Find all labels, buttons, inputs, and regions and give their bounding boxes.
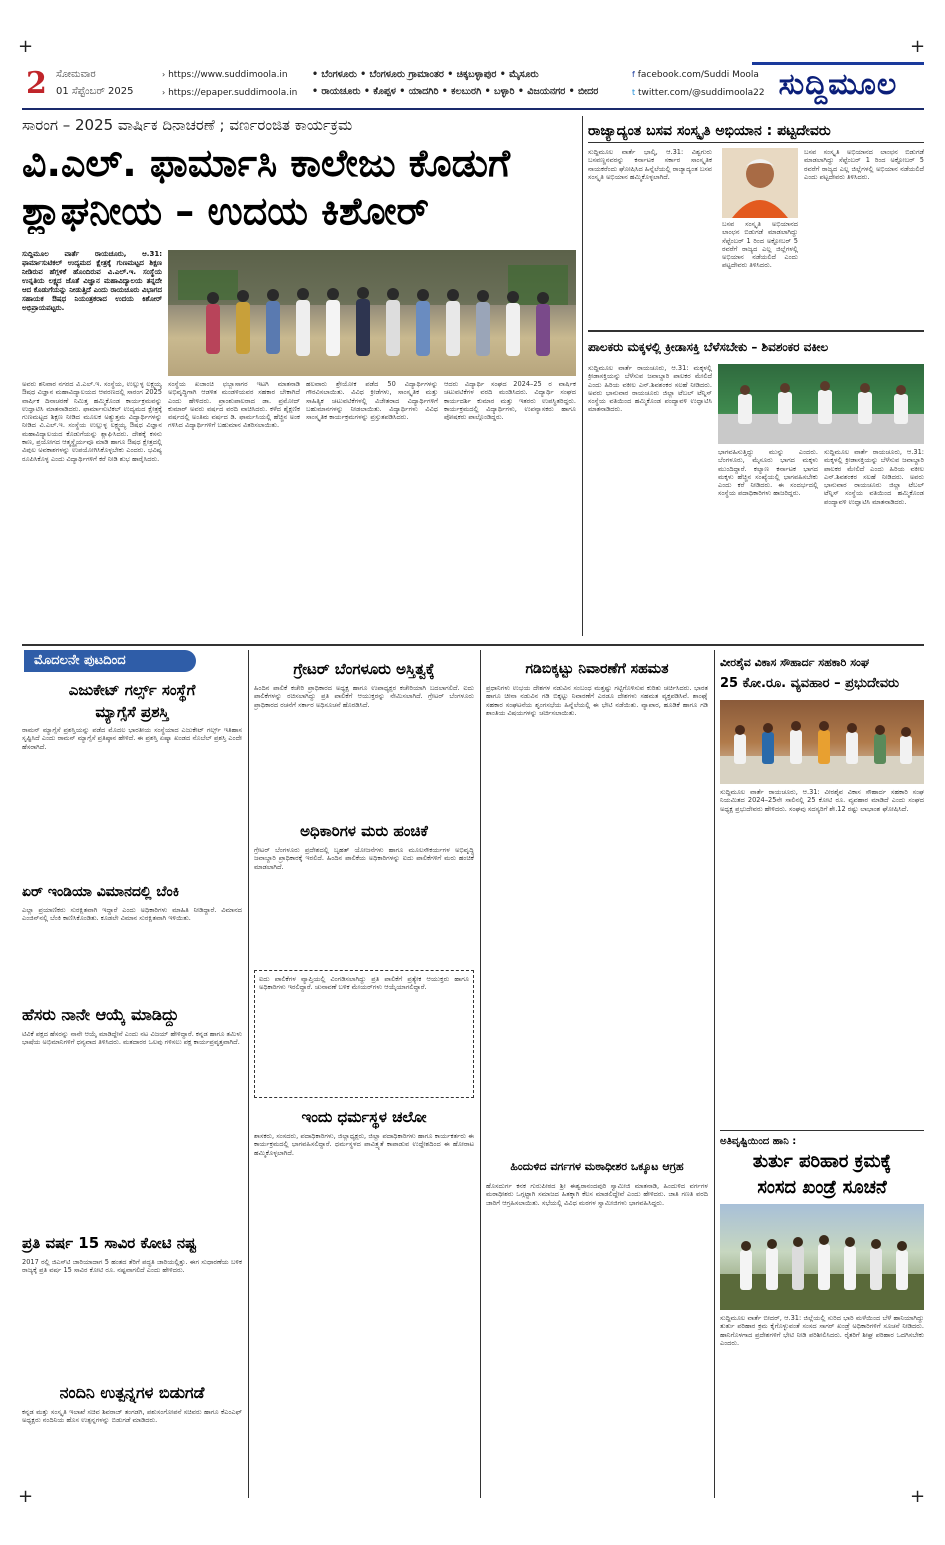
column-divider bbox=[480, 650, 481, 1498]
col4-headline-2-pre: ಅತಿವೃಷ್ಟಿಯಿಂದ ಹಾನಿ : bbox=[720, 1136, 797, 1147]
lead-headline-1: ವಿ.ಎಲ್. ಫಾರ್ಮಾಸಿ ಕಾಲೇಜು ಕೊಡುಗೆ bbox=[22, 141, 511, 185]
right-mid-body-2: ಭಾಗವಹಿಸುತ್ತಿದ್ದು ಮುನ್ನು ಎಂದರು. ಬೆಂಗಳೂರು, ಮೈಸೂರು ಭಾಗದ ಮಕ್ಕಳು ಮುಂದಿದ್ದಾರೆ. ಕಲ್ಯಾಣ ಕರ್ನಾಟಕ ಭಾಗದ ಮಕ್ಕಳು ಹೆಚ್ಚಿನ ಸಂಖ್ಯೆಯಲ್ಲಿ ಭಾಗವಹಿಸಬೇಕು ಎಂದು ಕರೆ ನೀಡಿದರು. ಈ ಸಂದರ್ಭದಲ್ಲಿ ಸಂಸ್ಥೆಯ ಪದಾಧಿಕಾರಿಗಳು ಹಾಜರಿದ್ದರು. bbox=[718, 448, 818, 498]
facebook-icon: f bbox=[632, 70, 635, 79]
col2-headline-1: ಗ್ರೇಟರ್ ಬೆಂಗಳೂರು ಅಸ್ತಿತ್ವಕ್ಕೆ bbox=[293, 660, 435, 678]
col1-headline-3: ಹೆಸರು ನಾನೇ ಆಯ್ಕೆ ಮಾಡಿದ್ದು bbox=[22, 1005, 179, 1024]
right-top-body-3: ಬಸವ ಸಂಸ್ಕೃತಿ ಅಭಿಯಾನದ ಲಾಂಛನ ಬಿಡುಗಡೆ ಮಾಡಲಾಗಿದ್ದು ಸೆಪ್ಟೆಂಬರ್ 1 ರಿಂದ ಅಕ್ಟೋಬರ್ 5 ರವರೆಗೆ ರಾಜ್ಯದ ಎಲ್ಲ ಜಿಲ್ಲೆಗಳಲ್ಲಿ ಅಭಿಯಾನ ನಡೆಯಲಿದೆ ಎಂದು ಪಟ್ಟದೇವರು ತಿಳಿಸಿದರು. bbox=[804, 148, 924, 181]
lead-body-col-4: ಆದರು ವಿದ್ಯಾರ್ಥಿ ಸಂಘದ 2024–25 ರ ವಾರ್ಷಿಕ ಚಟುವಟಿಕೆಗಳ ವರದಿ ಮಂಡಿಸಿದರು. ವಿದ್ಯಾರ್ಥಿ ಸಂಘದ ಕಾರ್ಯದರ್ಶಿ ಕುಮಾರ ಮತ್ತು ಇತರರು ಉಪಸ್ಥಿತರಿದ್ದರು. ಕಾರ್ಯಕ್ರಮದಲ್ಲಿ ವಿದ್ಯಾರ್ಥಿಗಳು, ಉಪನ್ಯಾಸಕರು ಹಾಗೂ ಪೋಷಕರು ಪಾಲ್ಗೊಂಡಿದ್ದರು. bbox=[444, 380, 576, 422]
masthead-logo: ಸುದ್ದಿಮೂಲ bbox=[752, 62, 924, 106]
right-mid-headline: ಪಾಲಕರು ಮಕ್ಕಳಲ್ಲಿ ಕ್ರೀಡಾಸಕ್ತಿ ಬೆಳೆಸಬೇಕು – ಶಿವಶಂಕರ ವಕೀಲ bbox=[588, 340, 829, 354]
col2-boxed-note: ಐದು ಪಾಲಿಕೆಗಳ ವ್ಯಾಪ್ತಿಯಲ್ಲಿ ವಿಂಗಡಿಸಲಾಗಿದ್ದು ಪ್ರತಿ ಪಾಲಿಕೆಗೆ ಪ್ರತ್ಯೇಕ ಆಯುಕ್ತರು ಹಾಗೂ ಅಧಿಕಾರಿಗಳು ಇರಲಿದ್ದಾರೆ. ಚುನಾವಣೆ ಬಳಿಕ ಮೇಯರ್‌ಗಳು ಆಯ್ಕೆಯಾಗಲಿದ್ದಾರೆ. bbox=[254, 970, 474, 1098]
right-top-body-1: ಸುದ್ದಿಮೂಲ ವಾರ್ತೆ ಭಾಲ್ಕಿ, ಆ.31: ವಿಶ್ವಗುರು ಬಸವಣ್ಣನವರನ್ನು ಕರ್ನಾಟಕ ಸರ್ಕಾರ ಸಾಂಸ್ಕೃತಿಕ ನಾಯಕರೆಂದು ಘೋಷಿಸಿದ ಹಿನ್ನೆಲೆಯಲ್ಲಿ ರಾಜ್ಯಾದ್ಯಂತ ಬಸವ ಸಂಸ್ಕೃತಿ ಅಭಿಯಾನ ಹಮ್ಮಿಕೊಳ್ಳಲಾಗಿದೆ. bbox=[588, 148, 712, 181]
lead-photo bbox=[168, 250, 576, 376]
col4-headline-1: ವೀರಶೈವ ವಿಕಾಸ ಸೌಹಾರ್ದ ಸಹಕಾರಿ ಸಂಘ bbox=[720, 656, 870, 669]
group-photo-illustration bbox=[168, 250, 576, 376]
section-divider bbox=[22, 644, 924, 646]
col2-body-3: ಶಾಸಕರು, ಸಂಸದರು, ಪದಾಧಿಕಾರಿಗಳು, ಜಿಲ್ಲಾಧ್ಯಕ್ಷರು, ಜಿಲ್ಲಾ ಪದಾಧಿಕಾರಿಗಳು ಹಾಗೂ ಕಾರ್ಯಕರ್ತರು ಈ ಕಾರ್ಯಕ್ರಮದಲ್ಲಿ ಭಾಗವಹಿಸಲಿದ್ದಾರೆ. ಧರ್ಮಸ್ಥಳದ ಪಾವಿತ್ರ್ಯತೆ ಕಾಪಾಡುವ ಉದ್ದೇಶದಿಂದ ಈ ಹೋರಾಟ ಹಮ್ಮಿಕೊಳ್ಳಲಾಗಿದೆ. bbox=[254, 1132, 474, 1157]
site-url[interactable]: https://www.suddimoola.in bbox=[168, 70, 288, 80]
flood-inspection-photo bbox=[720, 1204, 924, 1310]
lead-body-col-1: ಅವರು ಶನಿವಾರ ನಗರದ ವಿ.ಎಲ್.ಇ. ಸಂಸ್ಥೆಯ, ಉಲ್ಲುಳ್ಳ ಲಕ್ಷ್ಮಯ್ಯ ಔಷಧ ವಿಜ್ಞಾನ ಮಹಾವಿದ್ಯಾಲಯದ ಆವರಣದಲ್ಲಿ ಸಾರಂಗ 2025 ವಾರ್ಷಿಕ ದಿನಾಚರಣೆ ನಿಮಿತ್ತ ಹಮ್ಮಿಕೊಂಡ ಕಾರ್ಯಕ್ರಮವನ್ನು ಉದ್ಘಾಟಿಸಿ ಮಾತನಾಡಿದರು. ಫಾರ್ಮಾಸುಟಿಕಲ್ ಉದ್ಯಮದ ಕ್ಷೇತ್ರಕ್ಕೆ ಗುಣಮಟ್ಟದ ಶಿಕ್ಷಣ ನೀಡಿದ ಮೂಲಕ ಅತ್ಯುತ್ತಮ ವಿದ್ಯಾರ್ಥಿಗಳನ್ನು ನೀಡಿದ ವಿ.ಎಲ್.ಇ. ಸಂಸ್ಥೆಯ ಉಲ್ಲುಳ್ಳ ಲಕ್ಷ್ಮಯ್ಯ ಔಷಧ ವಿಜ್ಞಾನ ಮಹಾವಿದ್ಯಾಲಯದ ಕೊಡುಗೆಯನ್ನು ಶ್ಲಾಘಿಸಿದರು. ದೇಶಕ್ಕೆ ಕಸನು ಕಾಣ, ಪ್ರಯೋಗದ ಆತ್ಮಸ್ಥೈರ್ಯವೂ ಮಾಡಿ ಹಾಗೂ ಔಷಧ ಕ್ಷೇತ್ರದಲ್ಲಿ ವಿಪುಲ ಅವಕಾಶಗಳನ್ನು ಉಪಯೋಗಿಸಿಕೊಳ್ಳಬೇಕು ಎಂದರು. ಭವಿಷ್ಯ ರೂಪಿಸಿಕೊಳ್ಳ ಎಂದು ವಿದ್ಯಾರ್ಥಿಗಳಿಗೆ ಕರೆ ನೀಡಿ ಶುಭ ಹಾರೈಸಿದರು. bbox=[22, 380, 162, 463]
event-stage-illustration bbox=[718, 364, 924, 444]
twitter-icon: t bbox=[632, 88, 636, 97]
col4-body-2: ಸುದ್ದಿಮೂಲ ವಾರ್ತೆ ಬೀದರ್, ಆ.31: ಜಿಲ್ಲೆಯಲ್ಲಿ ಸುರಿದ ಭಾರಿ ಮಳೆಯಿಂದ ಬೆಳೆ ಹಾನಿಯಾಗಿದ್ದು ತುರ್ತು ಪರಿಹಾರ ಕ್ರಮ ಕೈಗೊಳ್ಳುವಂತೆ ಸಂಸದ ಸಾಗರ್ ಖಂಡ್ರೆ ಅಧಿಕಾರಿಗಳಿಗೆ ಸೂಚನೆ ನೀಡಿದರು. ಹಾನಿಗೊಳಗಾದ ಪ್ರದೇಶಗಳಿಗೆ ಭೇಟಿ ನೀಡಿ ಪರಿಶೀಲಿಸಿದರು. ರೈತರಿಗೆ ಶೀಘ್ರ ಪರಿಹಾರ ಒದಗಿಸಬೇಕು ಎಂದರು. bbox=[720, 1314, 924, 1347]
lead-kicker: ಸಾರಂಗ – 2025 ವಾರ್ಷಿಕ ದಿನಾಚರಣೆ ; ವರ್ಣರಂಜಿತ ಕಾರ್ಯಕ್ರಮ bbox=[22, 116, 353, 134]
section-divider bbox=[588, 330, 924, 332]
col4-headline-1b: 25 ಕೋ.ರೂ. ವ್ಯವಹಾರ – ಪ್ರಭುದೇವರು bbox=[720, 676, 900, 691]
registration-mark: + bbox=[910, 36, 926, 57]
col2-body-2: ಗ್ರೇಟರ್ ಬೆಂಗಳೂರು ಪ್ರದೇಶದಲ್ಲಿ ಬೃಹತ್ ಯೋಜನೆಗಳು ಹಾಗೂ ಮೂಲಸೌಕರ್ಯಗಳ ಅಭಿವೃದ್ಧಿ ಜವಾಬ್ದಾರಿ ಪ್ರಾಧಿಕಾರಕ್ಕೆ ಇರಲಿದೆ. ಹಿಂದಿನ ಪಾಲಿಕೆಯ ಅಧಿಕಾರಿಗಳನ್ನು ಐದು ಪಾಲಿಕೆಗಳಿಗೆ ಮರು ಹಂಚಿಕೆ ಮಾಡಲಾಗಿದೆ. bbox=[254, 846, 474, 871]
lead-body-col-2: ಸಂಸ್ಥೆಯ ಖಜಾಂಚಿ ಛಬ್ಬಾಸಾಗರ ಇಟಗಿ ಮಾತನಾಡಿ ಅಭಿವೃದ್ಧಿಗಾಗಿ ಆಡಳಿತ ಮಂಡಳಿಯವರ ಸಹಕಾರ ಬೇಕಾಗಿದೆ ಎಂದು ಹೇಳಿದರು. ಪ್ರಾಂಶುಪಾಲರಾದ ಡಾ. ಪ್ರಮೋದ್ ಕುಮಾರ್ ಅವರು ವರ್ಷದ ವರದಿ ವಾಚಿಸಿದರು. ಕಳೆದ ಶೈಕ್ಷಣಿಕ ವರ್ಷದಲ್ಲಿ ಅಂತಿಮ ವರ್ಷದ ಡಿ. ಫಾರ್ಮಸಿಯಲ್ಲಿ ಹೆಚ್ಚಿನ ಅಂಕ ಗಳಿಸಿದ ವಿದ್ಯಾರ್ಥಿಗಳಿಗೆ ಬಹುಮಾನ ವಿತರಿಸಲಾಯಿತು. bbox=[168, 380, 300, 430]
site-links bbox=[162, 66, 297, 102]
issue-day: ಸೋಮವಾರ bbox=[56, 69, 96, 80]
swamiji-portrait bbox=[722, 148, 798, 218]
col1-headline-5: ನಂದಿನಿ ಉತ್ಪನ್ನಗಳ ಬಿಡುಗಡೆ bbox=[59, 1383, 205, 1402]
page-number: 2 bbox=[26, 66, 47, 101]
section-band-front-page-continued: ಮೊದಲನೇ ಪುಟದಿಂದ bbox=[24, 650, 196, 672]
right-top-headline: ರಾಜ್ಯಾದ್ಯಂತ ಬಸವ ಸಂಸ್ಕೃತಿ ಅಭಿಯಾನ : ಪಟ್ಟದೇವರು bbox=[588, 123, 831, 139]
lead-headline-2: ಶ್ಲಾಘನೀಯ – ಉದಯ ಕಿಶೋರ್ bbox=[22, 189, 429, 233]
column-divider bbox=[582, 116, 583, 636]
twitter-link[interactable]: twitter.com/@suddimoola22 bbox=[638, 88, 765, 98]
column-divider bbox=[248, 650, 249, 1498]
col4-headline-2: ತುರ್ತು ಪರಿಹಾರ ಕ್ರಮಕ್ಕೆ bbox=[752, 1151, 892, 1172]
col1-headline-1b: ಮ್ಯಾಗ್ಸೆಸೆ ಪ್ರಶಸ್ತಿ bbox=[95, 703, 169, 721]
col1-body-2: ಎಲ್ಲಾ ಪ್ರಯಾಣಿಕರು ಸುರಕ್ಷಿತವಾಗಿ ಇದ್ದಾರೆ ಎಂದು ಅಧಿಕಾರಿಗಳು ಮಾಹಿತಿ ನೀಡಿದ್ದಾರೆ. ವಿಮಾನದ ಎಂಜಿನ್‌ನಲ್ಲಿ ಬೆಂಕಿ ಕಾಣಿಸಿಕೊಂಡಿತು. ಕೂಡಲೇ ವಿಮಾನ ಸುರಕ್ಷಿತವಾಗಿ ಇಳಿಯಿತು. bbox=[22, 906, 242, 923]
right-top-body-2: ಬಸವ ಸಂಸ್ಕೃತಿ ಅಭಿಯಾನದ ಲಾಂಛನ ಬಿಡುಗಡೆ ಮಾಡಲಾಗಿದ್ದು ಸೆಪ್ಟೆಂಬರ್ 1 ರಿಂದ ಅಕ್ಟೋಬರ್ 5 ರವರೆಗೆ ರಾಜ್ಯದ ಎಲ್ಲ ಜಿಲ್ಲೆಗಳಲ್ಲಿ ಅಭಿಯಾನ ನಡೆಯಲಿದೆ ಎಂದು ಪಟ್ಟದೇವರು ತಿಳಿಸಿದರು. bbox=[722, 220, 798, 270]
col3-headline-2: ಹಿಂದುಳಿದ ವರ್ಗಗಳ ಮಠಾಧೀಶರ ಒಕ್ಕೂಟ ಆಗ್ರಹ bbox=[510, 1160, 684, 1173]
col3-headline-1: ಗಡಿಬಿಕ್ಕಟ್ಟು ನಿವಾರಣೆಗೆ ಸಹಮತ bbox=[525, 661, 669, 677]
col1-body-4: 2017 ರಲ್ಲಿ ಜಿಎಸ್‌ಟಿ ಜಾರಿಯಾದಾಗ 5 ಹಂತದ ತೆರಿಗೆ ಪದ್ಧತಿ ಜಾರಿಯಲ್ಲಿತ್ತು. ಈಗ ಸುಧಾರಣೆಯ ಬಳಿಕ ರಾಜ್ಯಕ್ಕೆ ಪ್ರತಿ ವರ್ಷ 15 ಸಾವಿರ ಕೋಟಿ ರೂ. ನಷ್ಟವಾಗಲಿದೆ ಎಂದು ಹೇಳಿದರು. bbox=[22, 1258, 242, 1275]
col4-headline-2b: ಸಂಸದ ಖಂಡ್ರೆ ಸೂಚನೆ bbox=[757, 1177, 887, 1198]
headline-rule bbox=[588, 142, 924, 143]
col3-body-2: ಹೊಸದುರ್ಗ ಕನಕ ಗುರುಪೀಠದ ಶ್ರೀ ಈಶ್ವರಾನಂದಪುರಿ ಸ್ವಾಮೀಜಿ ಮಾತನಾಡಿ, ಹಿಂದುಳಿದ ವರ್ಗಗಳ ಮಠಾಧೀಶರು ಒಗ್ಗಟ್ಟಾಗಿ ಸಮಾಜದ ಹಿತಕ್ಕಾಗಿ ಕೆಲಸ ಮಾಡಲಿದ್ದೇವೆ ಎಂದು ಹೇಳಿದರು. ಜಾತಿ ಗಣತಿ ವರದಿ ಜಾರಿಗೆ ಆಗ್ರಹಿಸಲಾಯಿತು. ಸಭೆಯಲ್ಲಿ ವಿವಿಧ ಮಠಗಳ ಸ್ವಾಮೀಜಿಗಳು ಭಾಗವಹಿಸಿದ್ದರು. bbox=[486, 1182, 708, 1207]
col1-headline-2: ಏರ್ ಇಂಡಿಯಾ ವಿಮಾನದಲ್ಲಿ ಬೆಂಕಿ bbox=[22, 884, 180, 900]
lead-intro: ಸುದ್ದಿಮೂಲ ವಾರ್ತೆ ರಾಯಚೂರು, ಆ.31: ಫಾರ್ಮಾಸುಟಿಕಲ್ ಉದ್ಯಮದ ಕ್ಷೇತ್ರಕ್ಕೆ ಗುಣಮಟ್ಟದ ಶಿಕ್ಷಣ ನೀಡಿರುವ ಹೆಗ್ಗಳಿಕೆ ಹೊಂದಿರುವ ವಿ.ಎಲ್.ಇ. ಸಂಸ್ಥೆಯ ಉನ್ನತಿಯ ಲಕ್ಷ್ಯದ ಜೊತೆ ವಿಜ್ಞಾನ ಮಹಾವಿದ್ಯಾಲಯ ತನ್ನದೇ ಆದ ಕೊಡುಗೆಯನ್ನು ನೀಡುತ್ತಿದೆ ಎಂದು ರಾಯಚೂರು ವಿಭಾಗದ ಸಹಾಯಕ ಔಷಧ ನಿಯಂತ್ರಕರಾದ ಉದಯ ಕಿಶೋರ್ ಅಭಿಪ್ರಾಯಪಟ್ಟರು. bbox=[22, 250, 162, 312]
col2-body-1: ಹಿಂದಿನ ಪಾಲಿಕೆ ಕಚೇರಿ ಪ್ರಾಧಿಕಾರದ ಅಧ್ಯಕ್ಷ ಹಾಗೂ ಉಪಾಧ್ಯಕ್ಷರ ಕಚೇರಿಯಾಗಿ ಬದಲಾಗಲಿದೆ. ಐದು ಪಾಲಿಕೆಗಳನ್ನು ರಚಿಸಲಾಗಿದ್ದು ಪ್ರತಿ ಪಾಲಿಕೆಗೆ ಆಯುಕ್ತರನ್ನು ನೇಮಿಸಲಾಗಿದೆ. ಗ್ರೇಟರ್ ಬೆಂಗಳೂರು ಪ್ರಾಧಿಕಾರದ ರಚನೆಗೆ ಸರ್ಕಾರ ಅಧಿಸೂಚನೆ ಹೊರಡಿಸಿದೆ. bbox=[254, 684, 474, 709]
lead-body-col-3: ಹಲವಾರು ಶ್ರೇಯೋಕ ಪಡೆದ 50 ವಿದ್ಯಾರ್ಥಿಗಳನ್ನು ಗೌರವಿಸಲಾಯಿತು. ವಿವಿಧ ಕ್ರೀಡೆಗಳು, ಸಾಂಸ್ಕೃತಿಕ ಮತ್ತು ಸಾಹಿತ್ಯಿಕ ಚಟುವಟಿಕೆಗಳಲ್ಲಿ ವಿಜೇತರಾದ ವಿದ್ಯಾರ್ಥಿಗಳಿಗೆ ಬಹುಮಾನಗಳನ್ನು ನೀಡಲಾಯಿತು. ವಿದ್ಯಾರ್ಥಿಗಳು ವಿವಿಧ ಸಾಂಸ್ಕೃತಿಕ ಕಾರ್ಯಕ್ರಮಗಳನ್ನು ಪ್ರಸ್ತುತಪಡಿಸಿದರು. bbox=[306, 380, 438, 422]
chevron-right-icon: › bbox=[162, 88, 166, 97]
cities-row-2: • ರಾಯಚೂರು • ಕೊಪ್ಪಳ • ಯಾದಗಿರಿ • ಕಲಬುರಗಿ • ಬಳ್ಳಾರಿ • ವಿಜಯನಗರ • ಬೀದರ bbox=[312, 86, 599, 97]
col1-body-1: ರಾಮನ್ ಮ್ಯಾಗ್ಸೆಸೆ ಪ್ರಶಸ್ತಿಯನ್ನು ಪಡೆದ ಮೊದಲ ಭಾರತೀಯ ಸಂಸ್ಥೆಯಾದ ಎಜುಕೇಟ್ ಗರ್ಲ್ಸ್ ಇತಿಹಾಸ ಸೃಷ್ಟಿಸಿದೆ ಎಂದು ರಾಮನ್ ಮ್ಯಾಗ್ಸೆಸೆ ಪ್ರತಿಷ್ಠಾನ ಹೇಳಿದೆ. ಈ ಪ್ರಶಸ್ತಿ ಏಷ್ಯಾ ಖಂಡದ ನೊಬೆಲ್ ಪ್ರಶಸ್ತಿ ಎಂದೇ ಹೆಸರಾಗಿದೆ. bbox=[22, 726, 242, 751]
cities-row-1: • ಬೆಂಗಳೂರು • ಬೆಂಗಳೂರು ಗ್ರಾಮಾಂತರ • ಚಿಕ್ಕಬಳ್ಳಾಪುರ • ಮೈಸೂರು bbox=[312, 69, 539, 80]
social-links bbox=[632, 66, 765, 102]
col2-headline-3: ಇಂದು ಧರ್ಮಸ್ಥಳ ಚಲೋ bbox=[301, 1108, 427, 1126]
sports-event-photo bbox=[718, 364, 924, 444]
meeting-illustration bbox=[720, 700, 924, 784]
inspection-illustration bbox=[720, 1204, 924, 1310]
col4-body-1: ಸುದ್ದಿಮೂಲ ವಾರ್ತೆ ರಾಯಚೂರು, ಆ.31: ವೀರಶೈವ ವಿಕಾಸ ಸೌಹಾರ್ದ ಸಹಕಾರಿ ಸಂಘ ನಿಯಮಿತದ 2024–25ನೇ ಸಾಲಿನಲ್ಲಿ 25 ಕೋಟಿ ರೂ. ವ್ಯವಹಾರ ಮಾಡಿದೆ ಎಂದು ಸಂಘದ ಅಧ್ಯಕ್ಷ ಪ್ರಭುದೇವರು ಹೇಳಿದರು. ಸಂಘವು ಸದಸ್ಯರಿಗೆ ಶೇ.12 ರಷ್ಟು ಲಾಭಾಂಶ ಘೋಷಿಸಿದೆ. bbox=[720, 788, 924, 813]
col1-body-3: ಟಿವಿಕೆ ಪಕ್ಷದ ಹೆಸರನ್ನು ನಾನೇ ಆಯ್ಕೆ ಮಾಡಿದ್ದೇನೆ ಎಂದು ನಟ ವಿಜಯ್ ಹೇಳಿದ್ದಾರೆ. ಕನ್ನಡ ಹಾಗೂ ತಮಿಳು ಭಾಷೆಯ ಅಭಿಮಾನಿಗಳಿಗೆ ಧನ್ಯವಾದ ತಿಳಿಸಿದರು. ಮತದಾರರ ಒಲವು ಗಳಿಸಲು ಪಕ್ಷ ಕಾರ್ಯಪ್ರವೃತ್ತವಾಗಿದೆ. bbox=[22, 1030, 242, 1047]
registration-mark: + bbox=[910, 1486, 926, 1507]
issue-date bbox=[56, 66, 134, 100]
col2-headline-2: ಅಧಿಕಾರಿಗಳ ಮರು ಹಂಚಿಕೆ bbox=[300, 822, 428, 840]
col1-body-5: ಕನ್ನಡ ಮತ್ತು ಸಂಸ್ಕೃತಿ ಇಲಾಖೆ ಸಚಿವ ಶಿವರಾಜ್ ತಂಗಡಗಿ, ಪಶುಸಂಗೋಪನೆ ಸಚಿವರು ಹಾಗೂ ಕೆಎಂಎಫ್ ಅಧ್ಯಕ್ಷರು ನಂದಿನಿಯ ಹೊಸ ಉತ್ಪನ್ನಗಳನ್ನು ಬಿಡುಗಡೆ ಮಾಡಿದರು. bbox=[22, 1408, 242, 1425]
col1-headline-1: ಎಜುಕೇಟ್ ಗರ್ಲ್ಸ್ ಸಂಸ್ಥೆಗೆ bbox=[68, 681, 196, 699]
col1-headline-4: ಪ್ರತಿ ವರ್ಷ 15 ಸಾವಿರ ಕೋಟಿ ನಷ್ಟ bbox=[22, 1234, 197, 1252]
newspaper-page bbox=[22, 60, 924, 1500]
issue-date-text: 01 ಸೆಪ್ಟೆಂಬರ್ 2025 bbox=[56, 86, 134, 97]
section-divider bbox=[720, 1130, 924, 1131]
epaper-url[interactable]: https://epaper.suddimoola.in bbox=[168, 88, 298, 98]
registration-mark: + bbox=[18, 36, 34, 57]
page-header bbox=[22, 60, 924, 110]
portrait-illustration bbox=[722, 148, 798, 218]
chevron-right-icon: › bbox=[162, 70, 166, 79]
cooperative-meeting-photo bbox=[720, 700, 924, 784]
right-mid-body-1: ಸುದ್ದಿಮೂಲ ವಾರ್ತೆ ರಾಯಚೂರು, ಆ.31: ಮಕ್ಕಳಲ್ಲಿ ಕ್ರೀಡಾಸಕ್ತಿಯನ್ನು ಬೆಳೆಸುವ ಜವಾಬ್ದಾರಿ ಪಾಲಕರ ಮೇಲಿದೆ ಎಂದು ಹಿರಿಯ ವಕೀಲ ಎನ್.ಶಿವಶಂಕರ ಸಲಹೆ ನೀಡಿದರು. ಅವರು ಭಾನುವಾರ ರಾಯಚೂರು ಜಿಲ್ಲಾ ಟೆಬಲ್ ಟೆನ್ನಿಸ್ ಸಂಸ್ಥೆಯ ವತಿಯಿಂದ ಹಮ್ಮಿಕೊಂಡ ಪಂದ್ಯಾವಳಿ ಉದ್ಘಾಟಿಸಿ ಮಾತನಾಡಿದರು. bbox=[588, 364, 712, 414]
right-mid-body-3: ಸುದ್ದಿಮೂಲ ವಾರ್ತೆ ರಾಯಚೂರು, ಆ.31: ಮಕ್ಕಳಲ್ಲಿ ಕ್ರೀಡಾಸಕ್ತಿಯನ್ನು ಬೆಳೆಸುವ ಜವಾಬ್ದಾರಿ ಪಾಲಕರ ಮೇಲಿದೆ ಎಂದು ಹಿರಿಯ ವಕೀಲ ಎನ್.ಶಿವಶಂಕರ ಸಲಹೆ ನೀಡಿದರು. ಅವರು ಭಾನುವಾರ ರಾಯಚೂರು ಜಿಲ್ಲಾ ಟೆಬಲ್ ಟೆನ್ನಿಸ್ ಸಂಸ್ಥೆಯ ವತಿಯಿಂದ ಹಮ್ಮಿಕೊಂಡ ಪಂದ್ಯಾವಳಿ ಉದ್ಘಾಟಿಸಿ ಮಾತನಾಡಿದರು. bbox=[824, 448, 924, 506]
col3-body-1: ಪ್ರಧಾನಿಗಳು ಉಭಯ ದೇಶಗಳ ನಡುವಿನ ಸಂಬಂಧ ಮತ್ತಷ್ಟು ಗಟ್ಟಿಗೊಳಿಸುವ ಕುರಿತು ಚರ್ಚಿಸಿದರು. ಭಾರತ ಹಾಗೂ ಚೀನಾ ನಡುವಿನ ಗಡಿ ಬಿಕ್ಕಟ್ಟು ನಿವಾರಣೆಗೆ ಎರಡೂ ದೇಶಗಳು ಸಹಮತ ವ್ಯಕ್ತಪಡಿಸಿವೆ. ಶಾಂಘೈ ಸಹಕಾರ ಸಂಘಟನೆಯ ಶೃಂಗಸಭೆಯ ಹಿನ್ನೆಲೆಯಲ್ಲಿ ಈ ಭೇಟಿ ನಡೆಯಿತು. ವ್ಯಾಪಾರ, ಹೂಡಿಕೆ ಹಾಗೂ ಗಡಿ ಶಾಂತಿಯ ವಿಷಯಗಳನ್ನು ಚರ್ಚಿಸಲಾಯಿತು. bbox=[486, 684, 708, 717]
facebook-link[interactable]: facebook.com/Suddi Moola bbox=[637, 70, 759, 80]
edition-cities bbox=[312, 66, 598, 100]
registration-mark: + bbox=[18, 1486, 34, 1507]
column-divider bbox=[714, 650, 715, 1498]
